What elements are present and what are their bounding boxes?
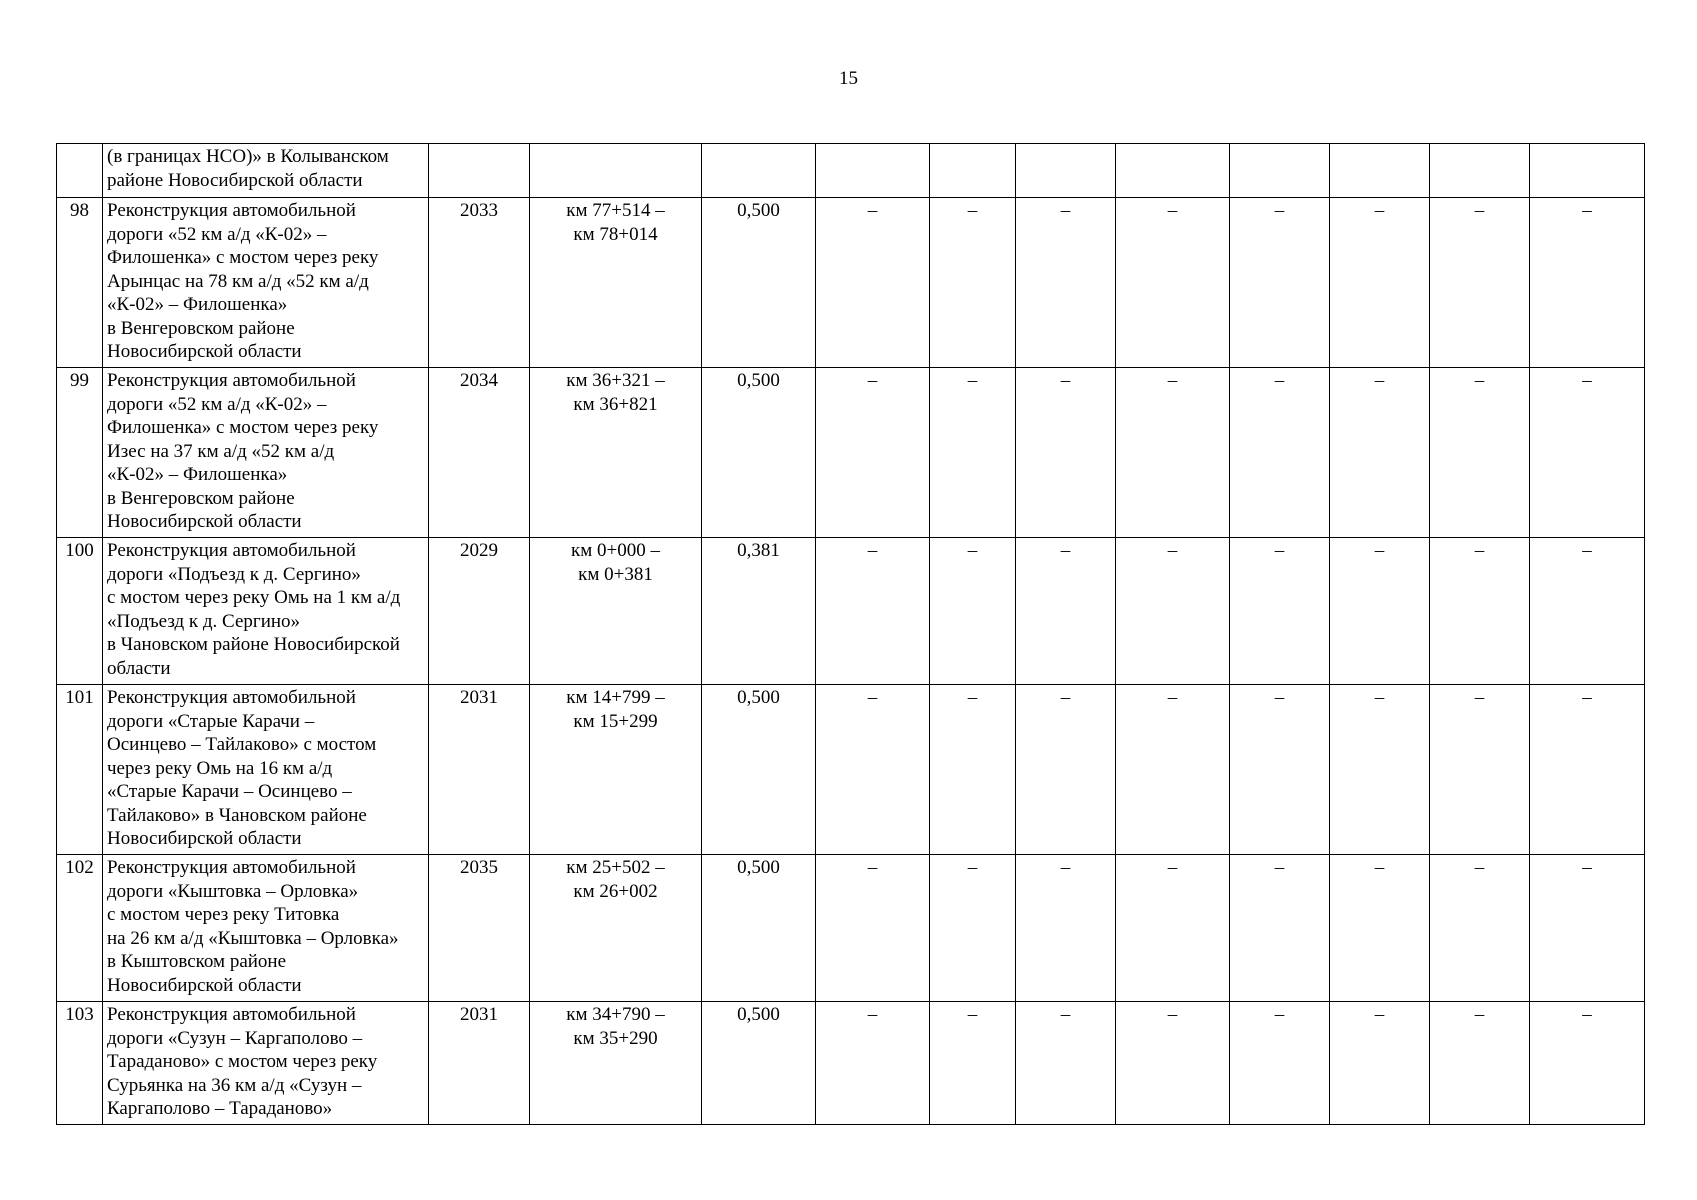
cell-dash: –: [1530, 685, 1645, 855]
cell-dash: –: [1530, 1002, 1645, 1125]
cell-dash: –: [1016, 538, 1116, 685]
cell-length: [702, 144, 816, 198]
cell-length: 0,500: [702, 1002, 816, 1125]
cell-name: (в границах НСО)» в Колыванском районе Новосибирской области: [103, 144, 429, 198]
cell-dash: –: [1430, 685, 1530, 855]
cell-dash: –: [1330, 1002, 1430, 1125]
cell-location: км 77+514 – км 78+014: [530, 198, 702, 368]
cell-empty: [930, 144, 1016, 198]
cell-length: 0,500: [702, 855, 816, 1002]
cell-dash: –: [1330, 198, 1430, 368]
cell-dash: –: [816, 368, 930, 538]
cell-location: км 14+799 – км 15+299: [530, 685, 702, 855]
cell-empty: [1230, 144, 1330, 198]
cell-dash: –: [1330, 538, 1430, 685]
cell-dash: –: [930, 685, 1016, 855]
table-row: [57, 538, 1645, 685]
cell-dash: –: [1230, 198, 1330, 368]
cell-dash: –: [816, 538, 930, 685]
cell-name: Реконструкция автомобильной дороги «52 км а/д «К-02» – Филошенка» с мостом через реку Изес на 37 км а/д «52 км а/д «К-02» – Филошенка» в Венгеровском районе Новосибирской области: [103, 368, 429, 538]
table-row-continued: [57, 144, 1645, 198]
cell-year: 2034: [429, 368, 530, 538]
cell-dash: –: [816, 1002, 930, 1125]
cell-dash: –: [1116, 685, 1230, 855]
cell-year: 2031: [429, 685, 530, 855]
cell-dash: –: [816, 198, 930, 368]
cell-dash: –: [1230, 855, 1330, 1002]
cell-empty: [1430, 144, 1530, 198]
cell-num: 100: [57, 538, 103, 685]
cell-num: [57, 144, 103, 198]
table-row: [57, 855, 1645, 1002]
table-row: [57, 1002, 1645, 1125]
cell-year: 2033: [429, 198, 530, 368]
cell-name: Реконструкция автомобильной дороги «Сузун – Каргаполово – Тараданово» с мостом через реку Сурьянка на 36 км а/д «Сузун – Каргаполово – Тараданово»: [103, 1002, 429, 1125]
cell-year: 2035: [429, 855, 530, 1002]
cell-dash: –: [930, 1002, 1016, 1125]
cell-dash: –: [1116, 368, 1230, 538]
cell-empty: [816, 144, 930, 198]
cell-empty: [1330, 144, 1430, 198]
cell-dash: –: [1016, 198, 1116, 368]
table-row: [57, 685, 1645, 855]
cell-dash: –: [816, 685, 930, 855]
cell-dash: –: [1530, 538, 1645, 685]
cell-dash: –: [1330, 855, 1430, 1002]
cell-dash: –: [1230, 368, 1330, 538]
cell-dash: –: [1116, 198, 1230, 368]
cell-dash: –: [1430, 368, 1530, 538]
cell-location: км 0+000 – км 0+381: [530, 538, 702, 685]
cell-name: Реконструкция автомобильной дороги «52 км а/д «К-02» – Филошенка» с мостом через реку Арынцас на 78 км а/д «52 км а/д «К-02» – Филошенка» в Венгеровском районе Новосибирской области: [103, 198, 429, 368]
cell-length: 0,381: [702, 538, 816, 685]
cell-length: 0,500: [702, 685, 816, 855]
cell-dash: –: [930, 538, 1016, 685]
cell-length: 0,500: [702, 368, 816, 538]
cell-dash: –: [1530, 198, 1645, 368]
cell-dash: –: [1530, 855, 1645, 1002]
page-number: 15: [839, 68, 858, 89]
cell-num: 98: [57, 198, 103, 368]
cell-name: Реконструкция автомобильной дороги «Кыштовка – Орловка» с мостом через реку Титовка на 26 км а/д «Кыштовка – Орловка» в Кыштовском районе Новосибирской области: [103, 855, 429, 1002]
roads-table: [56, 143, 1645, 1125]
cell-name: Реконструкция автомобильной дороги «Подъезд к д. Сергино» с мостом через реку Омь на 1 км а/д «Подъезд к д. Сергино» в Чановском районе Новосибирской области: [103, 538, 429, 685]
cell-location: км 36+321 – км 36+821: [530, 368, 702, 538]
cell-name: Реконструкция автомобильной дороги «Старые Карачи – Осинцево – Тайлаково» с мостом через реку Омь на 16 км а/д «Старые Карачи – Осинцево – Тайлаково» в Чановском районе Новосибирской области: [103, 685, 429, 855]
cell-year: 2029: [429, 538, 530, 685]
cell-year: 2031: [429, 1002, 530, 1125]
cell-dash: –: [1016, 685, 1116, 855]
cell-dash: –: [930, 198, 1016, 368]
cell-num: 99: [57, 368, 103, 538]
cell-num: 101: [57, 685, 103, 855]
cell-dash: –: [1430, 538, 1530, 685]
cell-dash: –: [1016, 1002, 1116, 1125]
cell-dash: –: [1530, 368, 1645, 538]
cell-empty: [1016, 144, 1116, 198]
cell-dash: –: [930, 855, 1016, 1002]
cell-empty: [1116, 144, 1230, 198]
cell-location: [530, 144, 702, 198]
cell-dash: –: [1430, 855, 1530, 1002]
cell-dash: –: [1116, 855, 1230, 1002]
cell-dash: –: [1430, 198, 1530, 368]
cell-num: 102: [57, 855, 103, 1002]
cell-location: км 25+502 – км 26+002: [530, 855, 702, 1002]
cell-dash: –: [1330, 685, 1430, 855]
cell-location: км 34+790 – км 35+290: [530, 1002, 702, 1125]
cell-dash: –: [1116, 1002, 1230, 1125]
cell-dash: –: [1116, 538, 1230, 685]
cell-dash: –: [930, 368, 1016, 538]
cell-empty: [1530, 144, 1645, 198]
cell-dash: –: [1016, 855, 1116, 1002]
cell-dash: –: [1230, 538, 1330, 685]
cell-dash: –: [1330, 368, 1430, 538]
cell-dash: –: [1230, 1002, 1330, 1125]
cell-dash: –: [1016, 368, 1116, 538]
cell-dash: –: [1430, 1002, 1530, 1125]
table-row: [57, 198, 1645, 368]
cell-num: 103: [57, 1002, 103, 1125]
table-row: [57, 368, 1645, 538]
cell-dash: –: [1230, 685, 1330, 855]
cell-year: [429, 144, 530, 198]
cell-length: 0,500: [702, 198, 816, 368]
cell-dash: –: [816, 855, 930, 1002]
